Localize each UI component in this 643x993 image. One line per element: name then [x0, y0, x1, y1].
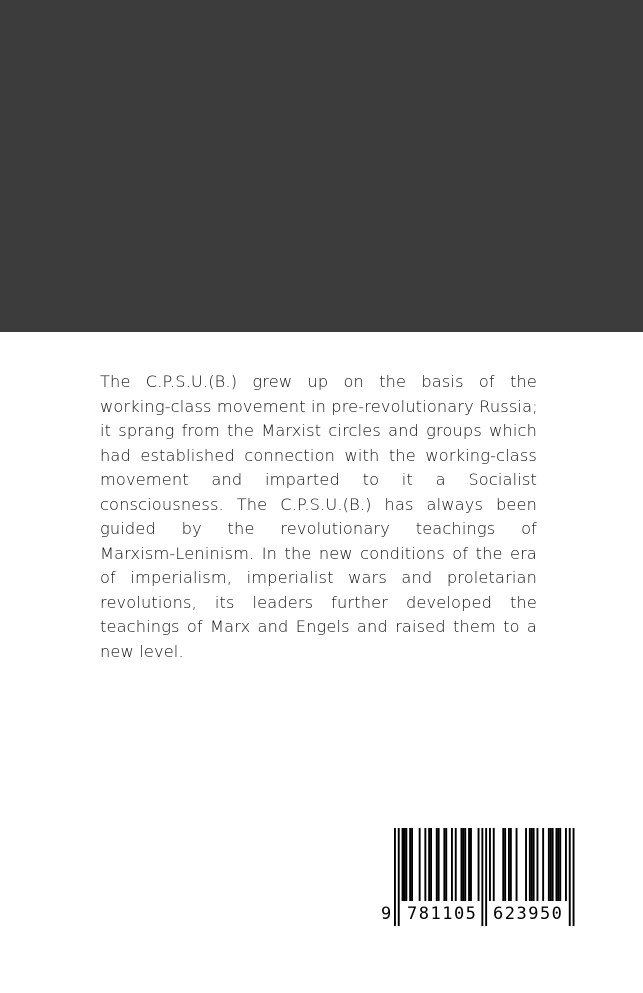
- barcode-bar: [402, 828, 404, 901]
- blurb-line: it sprang from the Marxist circles and groups which: [100, 421, 537, 440]
- barcode-bar: [508, 828, 510, 901]
- barcode-first-digit: 9: [381, 904, 393, 924]
- barcode-bar: [394, 828, 396, 926]
- back-cover-blurb: [100, 370, 537, 664]
- barcode-bar: [569, 828, 571, 926]
- barcode-bar: [470, 828, 472, 901]
- barcode-bar: [424, 828, 426, 901]
- barcode-bar: [428, 828, 430, 901]
- barcode-bar: [525, 828, 527, 901]
- barcode-bar: [404, 828, 406, 901]
- barcode-bar: [405, 828, 407, 901]
- barcode-bar: [419, 828, 421, 901]
- barcode-bar: [537, 828, 539, 901]
- barcode-bar: [510, 828, 512, 901]
- blurb-line: had established connection with the working-class: [100, 445, 537, 465]
- blurb-line: teachings of Marx and Engels and raised them to a: [100, 617, 537, 636]
- blurb-line: consciousness. The C.P.S.U.(B.) has always been: [100, 494, 537, 514]
- cover-top-band: [0, 0, 643, 332]
- barcode-bar: [462, 828, 464, 901]
- barcode-bar: [445, 828, 447, 901]
- blurb-line: Marxism-Leninism. In the new conditions of the era: [100, 543, 537, 563]
- blurb-line: The C.P.S.U.(B.) grew up on the basis of the: [100, 372, 537, 391]
- barcode-bar: [559, 828, 561, 901]
- barcode-bar: [502, 828, 504, 901]
- barcode-bar: [443, 828, 445, 901]
- barcode-right-group: 623950: [493, 904, 564, 924]
- barcode-bar: [493, 828, 495, 901]
- barcode-bar: [430, 828, 432, 901]
- barcode-bar: [409, 828, 411, 901]
- barcode-bar: [531, 828, 533, 901]
- barcode-bar: [464, 828, 466, 901]
- blurb-line: of imperialism, imperialist wars and proletarian: [100, 568, 537, 587]
- barcode-bar: [468, 828, 470, 901]
- barcode-bar: [550, 828, 552, 901]
- barcode-bar: [485, 828, 487, 926]
- barcode-bar: [557, 828, 559, 901]
- barcode-bar: [461, 828, 463, 901]
- barcode-bar: [552, 828, 554, 901]
- barcode-bar: [542, 828, 544, 901]
- barcode-bar: [556, 828, 558, 901]
- blurb-line: revolutions, its leaders further developed the: [100, 592, 537, 612]
- barcode-bar: [481, 828, 483, 926]
- barcode-bar: [573, 828, 575, 926]
- blurb-line: working-class movement in pre-revolutionary Russia;: [100, 396, 538, 416]
- barcode-bar: [529, 828, 531, 901]
- barcode-bar: [411, 828, 413, 901]
- barcode-bar: [548, 828, 550, 901]
- barcode-bar: [451, 828, 453, 901]
- barcode-bar: [504, 828, 506, 901]
- barcode-bar: [436, 828, 438, 901]
- barcode-bar: [565, 828, 567, 901]
- blurb-line: new level.: [100, 641, 184, 661]
- barcode-left-group: 781105: [407, 904, 478, 924]
- isbn-barcode: [381, 822, 585, 932]
- barcode-bar: [455, 828, 457, 901]
- blurb-line: guided by the revolutionary teachings of: [100, 519, 537, 538]
- barcode-bar: [533, 828, 535, 901]
- blurb-line: movement and imparted to it a Socialist: [100, 470, 537, 489]
- barcode-bar: [516, 828, 518, 901]
- barcode-bar: [398, 828, 400, 926]
- barcode-bar: [438, 828, 440, 901]
- barcode-bar: [489, 828, 491, 901]
- barcode-bar: [478, 828, 480, 901]
